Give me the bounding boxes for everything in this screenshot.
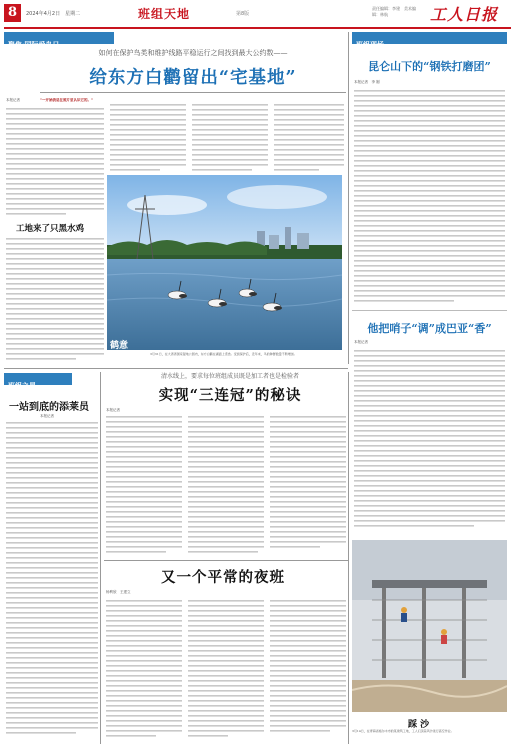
photo-caption: 3月31日，在大湾湾国家湿地公园内，东方白鹳在湖面上觅食。受到保护后，近年来，鸟的种群数量不断增加。 (150, 352, 297, 356)
right-byline-2: 本报记者 (354, 340, 368, 344)
page-number: 8 (4, 4, 21, 22)
construction-photo-graphic (352, 540, 507, 712)
feature-subsection: 工地来了只黑水鸡 (16, 224, 85, 234)
section-title: 班组天地 (138, 7, 191, 21)
bottom-headline-1: 一站到底的添莱员 (9, 402, 89, 413)
right-text-lines-2 (352, 348, 507, 536)
construction-photo (352, 540, 507, 712)
section-tag-label: 班组之星 (8, 381, 36, 390)
right-text-lines (352, 88, 507, 308)
bottom-byline-2: 本报记者 (106, 408, 120, 412)
feature-subhead: 如何在保护鸟类和维护线路平稳运行之间找到最大公约数—— (98, 49, 288, 57)
bottom-text-lines-2 (104, 412, 350, 562)
page-label: 第8版 (236, 11, 250, 17)
bottom-text-lines-3 (104, 596, 350, 744)
section-tag-star (4, 373, 72, 390)
photo-caption: 3月14日，在青海省格尔木市的某建筑工地，工人们顶着风沙进行高空作业。 (352, 729, 454, 733)
divider (40, 92, 346, 93)
issue-date: 2024年4月2日 星期二 (26, 11, 81, 17)
bottom-headline-2: 实现“三连冠”的秘诀 (158, 387, 302, 404)
right-headline: 昆仑山下的“钢铁打磨团” (368, 60, 491, 73)
section-tag-birds (4, 32, 114, 49)
right-headline-2: 他把哨子“调”成巴亚“香” (367, 322, 492, 335)
stork-photo-graphic (107, 175, 342, 350)
feature-headline: 给东方白鹳留出“宅基地” (89, 68, 297, 88)
section-tag-label: 班组现场 (356, 40, 384, 49)
editor-credit: 责任编辑：李建 美术编辑：林航 (372, 6, 416, 17)
bottom-text-lines-1 (4, 420, 100, 742)
section-tag-label: 聚焦·国际爱鸟日 (8, 40, 60, 49)
divider (352, 310, 507, 311)
column-divider (348, 372, 349, 744)
feature-byline: 本报记者 (6, 98, 20, 102)
feature-intro: “一开始我是在照片里认识它的。” (40, 98, 94, 102)
column-divider (100, 372, 101, 744)
right-byline: 本报记者 李 刚 (354, 80, 380, 84)
header-rule (4, 27, 511, 29)
bottom-subhead: 清水线上，要求每位班组成员既是加工者也是检验者 (160, 373, 299, 380)
stork-photo (107, 175, 342, 350)
bottom-byline-1: 本报记者 (40, 414, 54, 418)
section-tag-site (352, 32, 507, 49)
divider (104, 560, 348, 561)
bottom-byline-3: 杨利欣 王建立 (106, 590, 131, 594)
photo-overlay-title: 鹤意 (110, 341, 129, 351)
divider (4, 368, 348, 369)
bottom-headline-3: 又一个平常的夜班 (161, 569, 285, 586)
photo-title: 踩 沙 (408, 720, 430, 730)
newspaper-logo: 工人日报 (430, 5, 499, 24)
column-divider (348, 32, 349, 364)
